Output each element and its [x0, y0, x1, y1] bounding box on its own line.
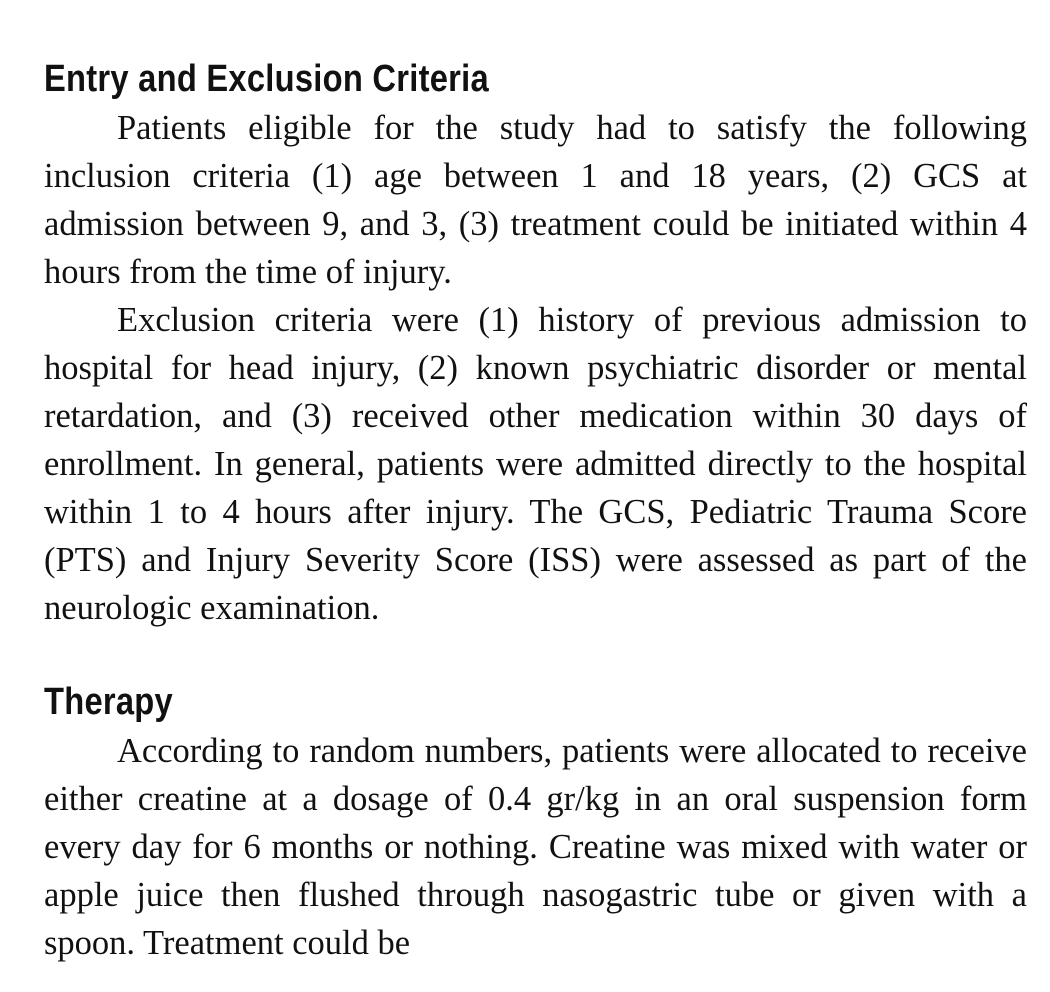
section-therapy [44, 679, 1027, 967]
paragraph-inclusion-criteria: Patients eligible for the study had to satisfy the following inclusion criteria (1) age between 1 and 18 years, (2) GCS at admission between 9, and 3, (3) treatment could be initiated within 4 hours from the time of injury. [44, 109, 1027, 291]
paragraph-exclusion-criteria: Exclusion criteria were (1) history of previous admission to hospital for head injury, (2) known psychiatric disorder or mental retardation, and (3) received other medication within 30 days of enrollment. In general, patients were admitted directly to the hospital within 1 to 4 hours after injury. The GCS, Pediatric Trauma Score (PTS) and Injury Severity Score (ISS) were assessed as part of the neurologic examination. [44, 301, 1027, 627]
section-entry-exclusion-criteria [44, 56, 1027, 632]
paragraph-therapy: According to random numbers, patients were allocated to receive either creatine at a dosage of 0.4 gr/kg in an oral suspension form every day for 6 months or nothing. Creatine was mixed with water or apple juice then flushed through nasogastric tube or given with a spoon. Treatment could be [44, 732, 1027, 962]
document-page [44, 52, 1027, 967]
section-heading: Therapy [44, 681, 173, 723]
section-heading: Entry and Exclusion Criteria [44, 58, 489, 100]
